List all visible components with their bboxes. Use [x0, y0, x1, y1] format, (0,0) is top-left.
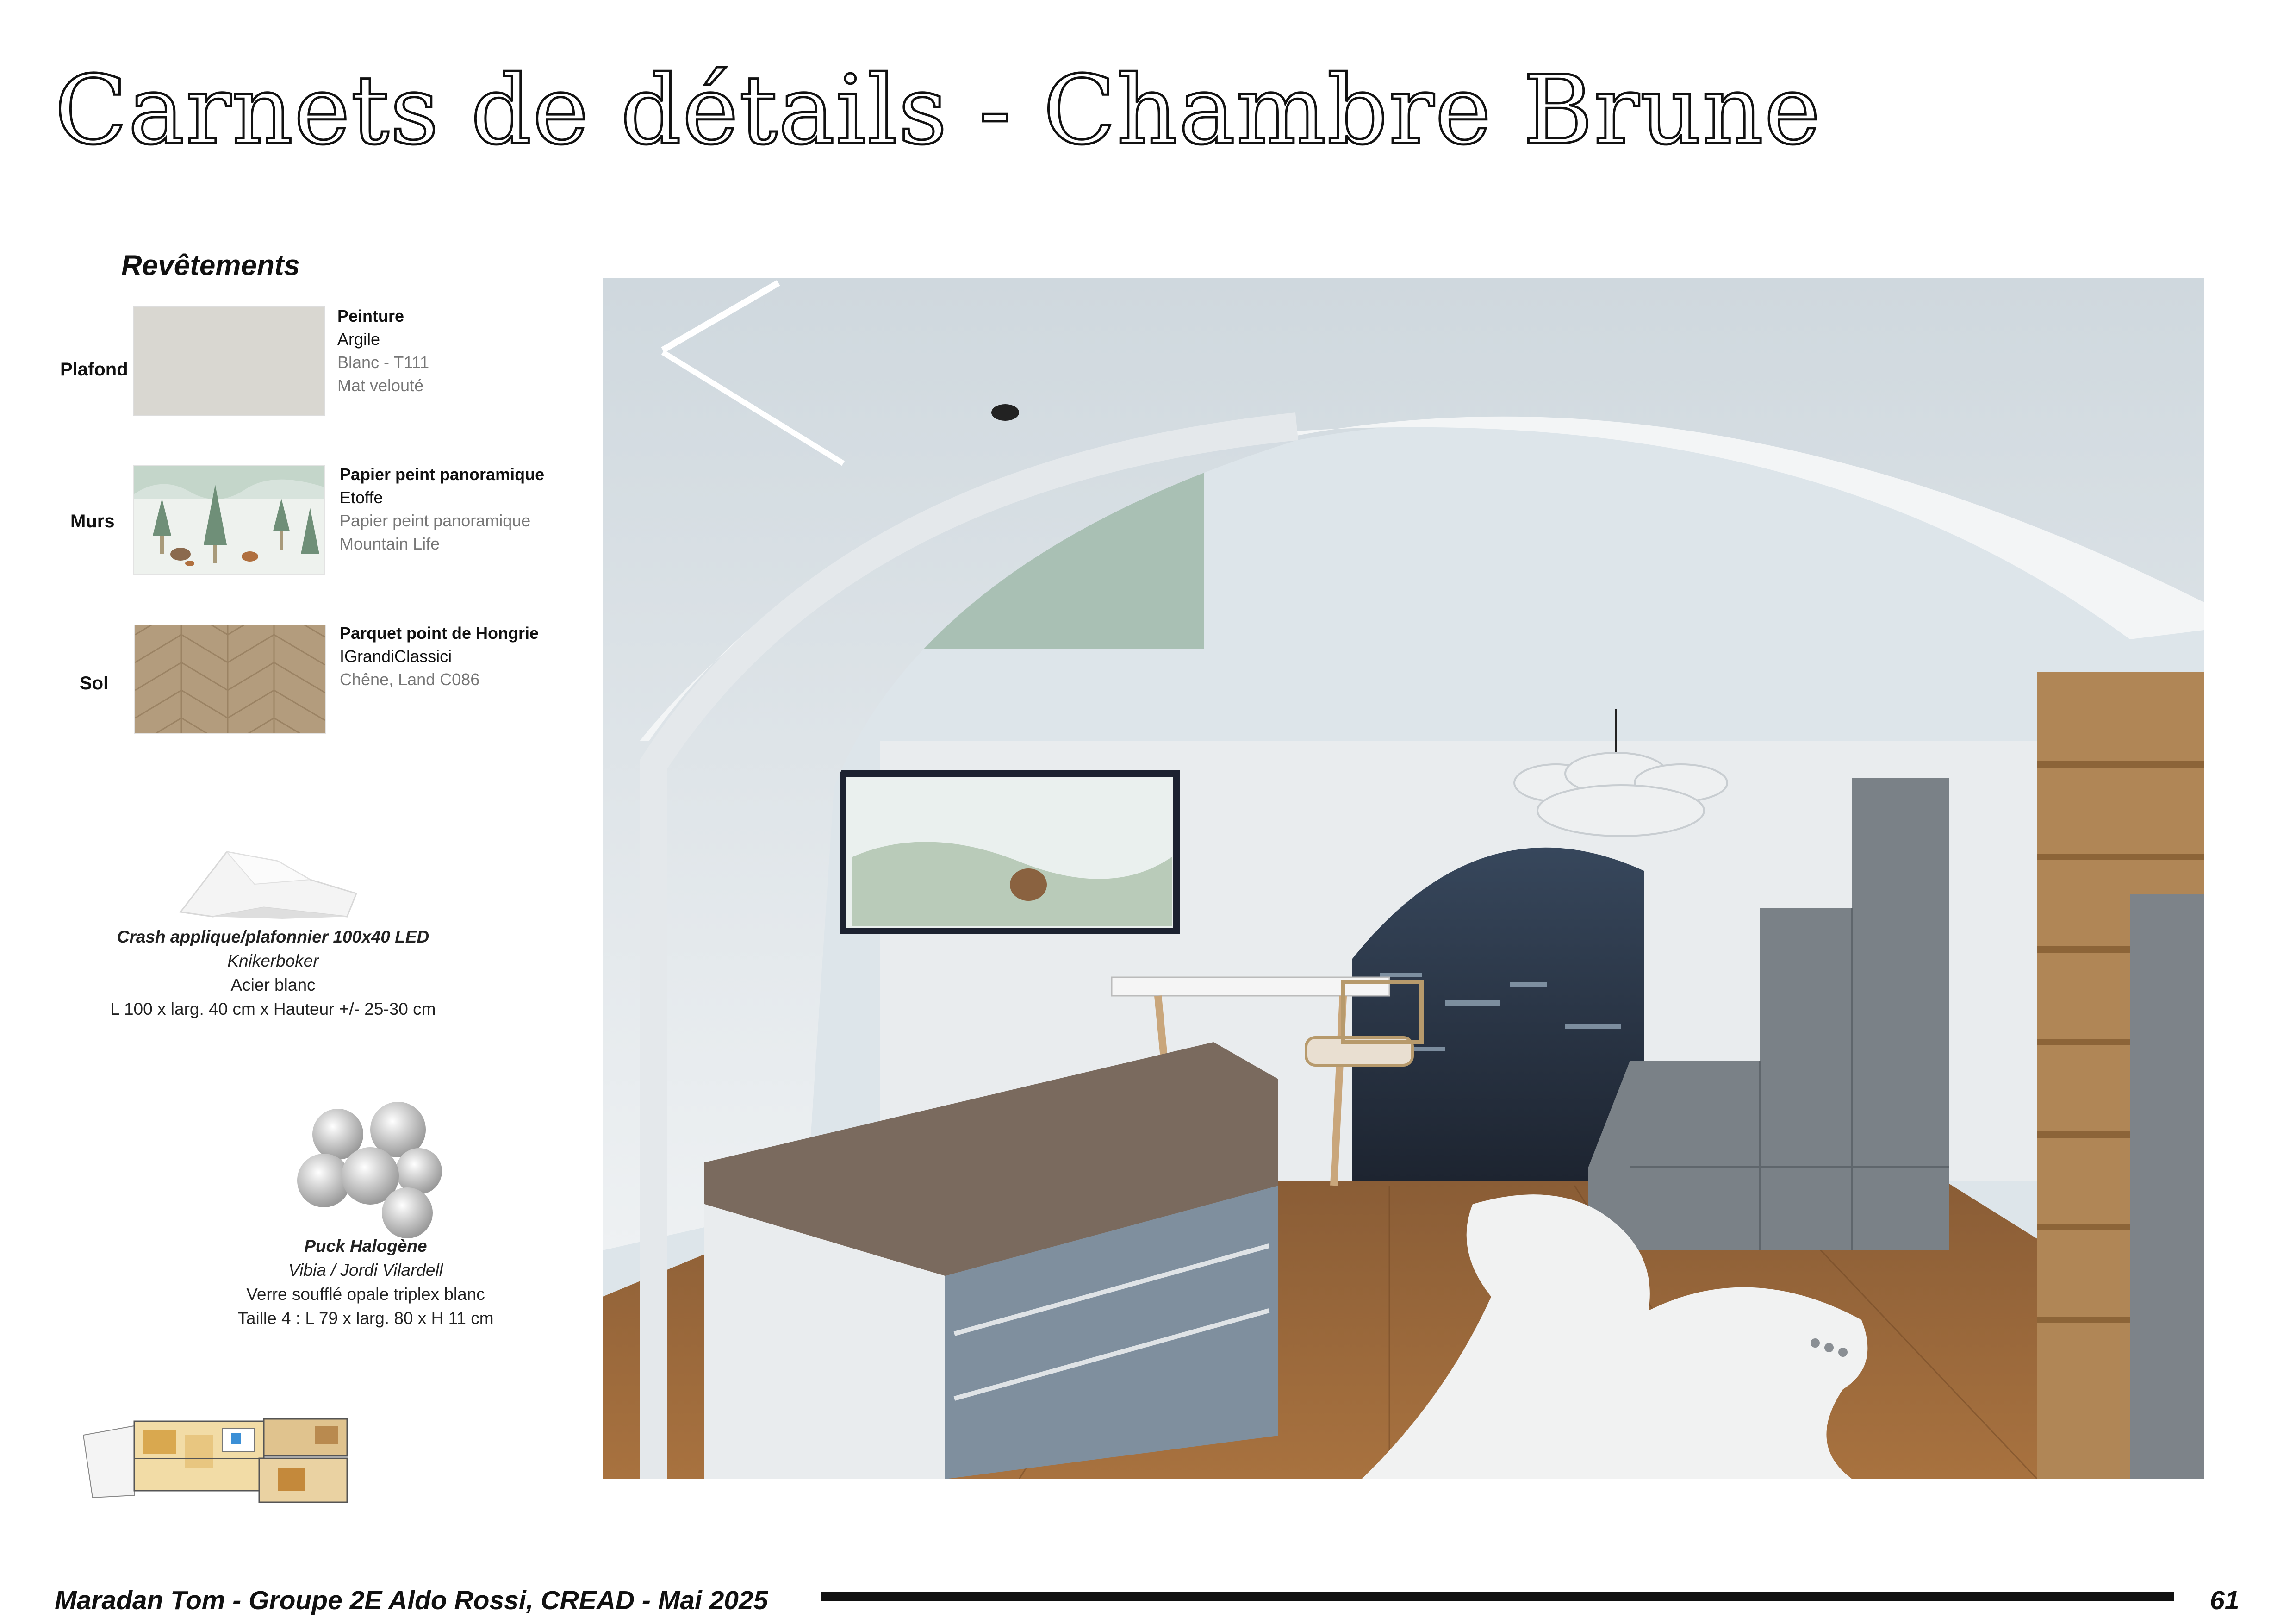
material-finish: Mountain Life [340, 534, 440, 553]
footer-credit: Maradan Tom - Groupe 2E Aldo Rossi, CREAD - Mai 2025 [55, 1586, 768, 1615]
floor-plan-thumbnail [83, 1417, 352, 1505]
material-text-murs [340, 463, 544, 556]
material-text-plafond [337, 305, 429, 397]
material-type: Parquet point de Hongrie [340, 624, 539, 643]
product-name: Crash applique/plafonnier 100x40 LED [117, 927, 429, 946]
product-material: Verre soufflé opale triplex blanc [246, 1285, 485, 1304]
puck-lamp-image [296, 1102, 449, 1241]
product-dimensions: L 100 x larg. 40 cm x Hauteur +/- 25-30 cm [110, 999, 436, 1018]
wallpaper-forest-image [134, 466, 324, 574]
product-crash [69, 925, 477, 1021]
material-ref: Chêne, Land C086 [340, 670, 480, 689]
material-finish: Mat velouté [337, 376, 424, 395]
product-brand: Vibia / Jordi Vilardell [288, 1261, 443, 1280]
material-type: Papier peint panoramique [340, 465, 545, 484]
crash-lamp-image [171, 843, 370, 921]
page-number: 61 [2210, 1586, 2240, 1615]
material-brand: IGrandiClassici [340, 647, 452, 666]
parquet-chevron-image [135, 625, 325, 733]
footer-rule [821, 1592, 2174, 1601]
wallpaper-swatch [133, 465, 325, 575]
interior-render-image [603, 278, 2204, 1479]
material-ref: Papier peint panoramique [340, 511, 531, 530]
material-label-sol: Sol [80, 673, 109, 693]
section-heading: Revêtements [121, 250, 300, 281]
product-dimensions: Taille 4 : L 79 x larg. 80 x H 11 cm [237, 1309, 494, 1328]
material-label-murs: Murs [70, 511, 115, 531]
product-name: Puck Halogène [304, 1237, 427, 1255]
page-title: Carnets de détails - Chambre Brune [55, 56, 1822, 166]
ceiling-paint-swatch [133, 306, 325, 416]
product-material: Acier blanc [230, 975, 316, 994]
material-brand: Etoffe [340, 488, 383, 507]
material-ref: Blanc - T111 [337, 353, 429, 372]
material-label-plafond: Plafond [60, 359, 128, 380]
product-puck [162, 1234, 569, 1330]
material-text-sol [340, 622, 539, 691]
material-type: Peinture [337, 306, 404, 325]
material-brand: Argile [337, 330, 380, 349]
interior-render [603, 278, 2204, 1479]
product-brand: Knikerboker [227, 951, 319, 970]
floor-parquet-swatch [134, 625, 326, 734]
